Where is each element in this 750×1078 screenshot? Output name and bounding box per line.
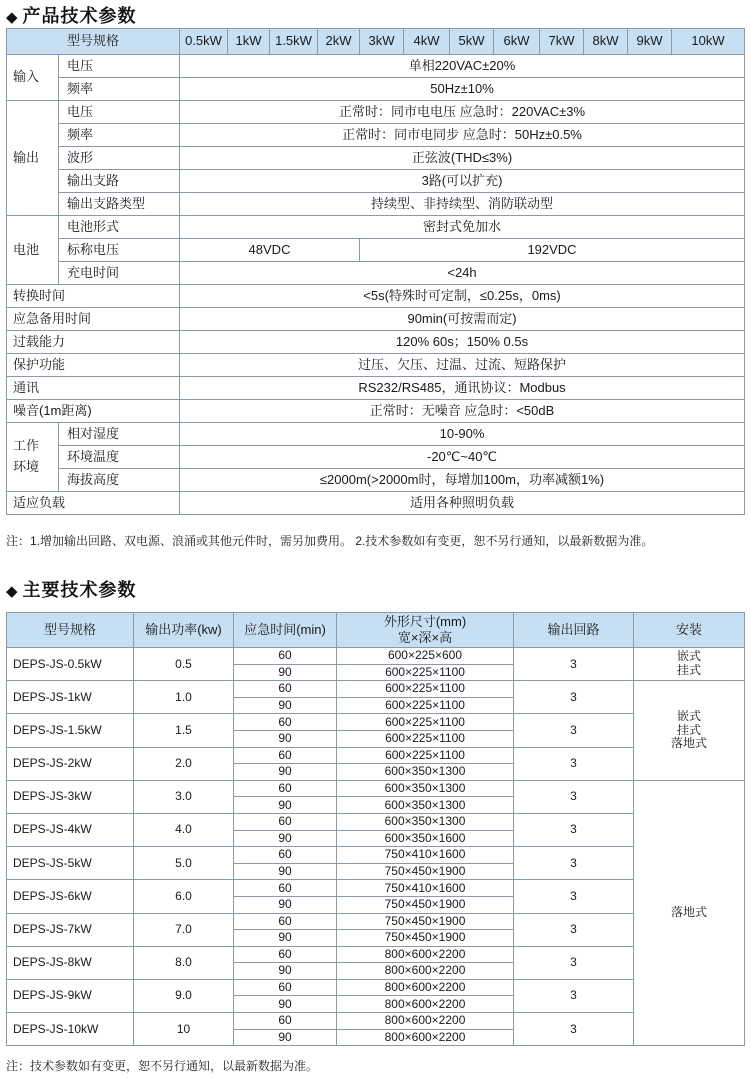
size-cell: 750×410×1600: [337, 880, 514, 897]
time-cell: 60: [234, 979, 337, 996]
param-value: <24h: [180, 262, 745, 285]
model-col: 4kW: [404, 29, 450, 55]
time-cell: 60: [234, 681, 337, 698]
power-cell: 2.0: [134, 747, 234, 780]
section-title-text: 主要技术参数: [22, 580, 137, 600]
table-row: [7, 780, 745, 797]
time-cell: 60: [234, 780, 337, 797]
param-value: -20℃~40℃: [180, 446, 745, 469]
install-cell: [634, 681, 745, 781]
param-label: 通讯: [7, 377, 180, 400]
param-label: 适应负载: [7, 492, 180, 515]
param-value: RS232/RS485，通讯协议：Modbus: [180, 377, 745, 400]
model-cell: DEPS-JS-4kW: [7, 813, 134, 846]
table-row: [7, 648, 745, 665]
category-input: 输入: [7, 55, 59, 101]
model-col: 7kW: [540, 29, 584, 55]
model-col: 0.5kW: [180, 29, 228, 55]
main-header-row: [7, 613, 745, 648]
size-cell: 800×600×2200: [337, 1029, 514, 1046]
param-value: 90min(可按需而定): [180, 308, 745, 331]
time-cell: 60: [234, 847, 337, 864]
header-install: 安装: [634, 613, 745, 648]
model-col: 5kW: [450, 29, 494, 55]
circuits-cell: 3: [514, 747, 634, 780]
time-cell: 60: [234, 913, 337, 930]
section-title-main-specs: [6, 576, 137, 602]
size-cell: 800×600×2200: [337, 963, 514, 980]
category-env-line2: 环境: [13, 459, 40, 474]
main-specs-table: [6, 612, 745, 1046]
install-type: 挂式: [676, 663, 701, 678]
category-battery: 电池: [7, 216, 59, 285]
model-col: 8kW: [584, 29, 628, 55]
section-title-text: 产品技术参数: [22, 6, 137, 26]
section-title-product-specs: [6, 2, 137, 28]
model-cell: DEPS-JS-2kW: [7, 747, 134, 780]
time-cell: 90: [234, 664, 337, 681]
size-cell: 600×225×1100: [337, 697, 514, 714]
model-cell: DEPS-JS-9kW: [7, 979, 134, 1012]
power-cell: 3.0: [134, 780, 234, 813]
circuits-cell: 3: [514, 648, 634, 681]
param-value-48vdc: 48VDC: [180, 239, 360, 262]
category-env-line1: 工作: [13, 438, 40, 454]
circuits-cell: 3: [514, 681, 634, 714]
main-footnote: 注：技术参数如有变更，恕不另行通知，以最新数据为准。: [6, 1059, 319, 1073]
circuits-cell: 3: [514, 880, 634, 913]
install-cell: [634, 780, 745, 1046]
install-type: 落地式: [670, 905, 707, 920]
time-cell: 60: [234, 648, 337, 665]
model-cell: DEPS-JS-5kW: [7, 847, 134, 880]
time-cell: 90: [234, 797, 337, 814]
size-cell: 800×600×2200: [337, 996, 514, 1013]
circuits-cell: 3: [514, 913, 634, 946]
model-cell: DEPS-JS-0.5kW: [7, 648, 134, 681]
power-cell: 10: [134, 1013, 234, 1046]
install-type: 落地式: [670, 736, 707, 751]
time-cell: 90: [234, 764, 337, 781]
param-label: 转换时间: [7, 285, 180, 308]
model-cell: DEPS-JS-6kW: [7, 880, 134, 913]
power-cell: 6.0: [134, 880, 234, 913]
circuits-cell: 3: [514, 847, 634, 880]
param-value: 过压、欠压、过温、过流、短路保护: [180, 354, 745, 377]
param-label: 环境温度: [59, 446, 180, 469]
model-cell: DEPS-JS-7kW: [7, 913, 134, 946]
power-cell: 4.0: [134, 813, 234, 846]
size-cell: 600×225×1100: [337, 747, 514, 764]
time-cell: 90: [234, 896, 337, 913]
power-cell: 5.0: [134, 847, 234, 880]
param-label: 充电时间: [59, 262, 180, 285]
size-cell: 600×350×1600: [337, 830, 514, 847]
param-label: 海拔高度: [59, 469, 180, 492]
model-cell: DEPS-JS-1.5kW: [7, 714, 134, 747]
model-cell: DEPS-JS-3kW: [7, 780, 134, 813]
spec-footnote: 注：1.增加输出回路、双电源、浪涌或其他元件时，需另加费用。 2.技术参数如有变更，恕不另行通知，以最新数据为准。: [6, 534, 654, 548]
param-label: 输出支路类型: [59, 193, 180, 216]
time-cell: 90: [234, 963, 337, 980]
table-row: [7, 681, 745, 698]
param-value-192vdc: 192VDC: [360, 239, 745, 262]
spec-header-row: [7, 29, 745, 55]
size-cell: 750×450×1900: [337, 913, 514, 930]
size-cell: 600×350×1300: [337, 797, 514, 814]
header-model: 型号规格: [7, 613, 134, 648]
param-label: 标称电压: [59, 239, 180, 262]
time-cell: 60: [234, 813, 337, 830]
model-col: 9kW: [628, 29, 672, 55]
time-cell: 60: [234, 880, 337, 897]
param-label: 频率: [59, 78, 180, 101]
time-cell: 60: [234, 946, 337, 963]
time-cell: 60: [234, 747, 337, 764]
install-type: 嵌式: [676, 708, 701, 723]
time-cell: 90: [234, 996, 337, 1013]
product-specs-table: [6, 28, 745, 515]
header-size-line2: 宽×深×高: [397, 630, 453, 645]
time-cell: 60: [234, 1013, 337, 1030]
size-cell: 600×225×1100: [337, 664, 514, 681]
category-environment: [7, 423, 59, 492]
circuits-cell: 3: [514, 714, 634, 747]
model-col: 1kW: [228, 29, 270, 55]
power-cell: 7.0: [134, 913, 234, 946]
size-cell: 800×600×2200: [337, 1013, 514, 1030]
param-value: 单相220VAC±20%: [180, 55, 745, 78]
param-label: 应急备用时间: [7, 308, 180, 331]
size-cell: 750×450×1900: [337, 863, 514, 880]
param-value: 10-90%: [180, 423, 745, 446]
size-cell: 600×225×1100: [337, 714, 514, 731]
size-cell: 750×410×1600: [337, 847, 514, 864]
param-label: 保护功能: [7, 354, 180, 377]
model-col: 2kW: [318, 29, 360, 55]
model-col: 3kW: [360, 29, 404, 55]
param-value: <5s(特殊时可定制，≤0.25s，0ms): [180, 285, 745, 308]
param-value: 正弦波(THD≤3%): [180, 147, 745, 170]
circuits-cell: 3: [514, 979, 634, 1012]
size-cell: 600×350×1300: [337, 780, 514, 797]
power-cell: 0.5: [134, 648, 234, 681]
param-value: 3路(可以扩充): [180, 170, 745, 193]
header-time: 应急时间(min): [234, 613, 337, 648]
category-output: 输出: [7, 101, 59, 216]
param-value: 适用各种照明负载: [180, 492, 745, 515]
circuits-cell: 3: [514, 813, 634, 846]
install-type: 挂式: [676, 722, 701, 737]
size-cell: 750×450×1900: [337, 930, 514, 947]
model-cell: DEPS-JS-10kW: [7, 1013, 134, 1046]
param-label: 电池形式: [59, 216, 180, 239]
circuits-cell: 3: [514, 946, 634, 979]
power-cell: 1.0: [134, 681, 234, 714]
size-cell: 600×350×1300: [337, 813, 514, 830]
param-label: 相对湿度: [59, 423, 180, 446]
header-size-line1: 外形尺寸(mm): [383, 614, 467, 630]
size-cell: 800×600×2200: [337, 979, 514, 996]
param-value: 正常时：无噪音 应急时：<50dB: [180, 400, 745, 423]
size-cell: 800×600×2200: [337, 946, 514, 963]
model-col: 6kW: [494, 29, 540, 55]
install-type: 嵌式: [676, 649, 701, 664]
param-value: 120% 60s；150% 0.5s: [180, 331, 745, 354]
circuits-cell: 3: [514, 1013, 634, 1046]
model-spec-header: 型号规格: [7, 29, 180, 55]
model-cell: DEPS-JS-8kW: [7, 946, 134, 979]
time-cell: 90: [234, 697, 337, 714]
param-label: 噪音(1m距离): [7, 400, 180, 423]
diamond-bullet-icon: ◆: [6, 9, 19, 26]
param-value: 正常时：同市电电压 应急时：220VAC±3%: [180, 101, 745, 124]
size-cell: 600×225×600: [337, 648, 514, 665]
param-label: 电压: [59, 55, 180, 78]
install-cell: [634, 648, 745, 681]
time-cell: 90: [234, 930, 337, 947]
time-cell: 90: [234, 830, 337, 847]
param-value: ≤2000m(>2000m时，每增加100m，功率减额1%): [180, 469, 745, 492]
param-label: 输出支路: [59, 170, 180, 193]
time-cell: 90: [234, 1029, 337, 1046]
size-cell: 750×450×1900: [337, 896, 514, 913]
header-circuits: 输出回路: [514, 613, 634, 648]
circuits-cell: 3: [514, 780, 634, 813]
param-label: 过载能力: [7, 331, 180, 354]
param-value: 密封式免加水: [180, 216, 745, 239]
size-cell: 600×225×1100: [337, 730, 514, 747]
param-value: 持续型、非持续型、消防联动型: [180, 193, 745, 216]
header-power: 输出功率(kw): [134, 613, 234, 648]
model-col: 10kW: [672, 29, 745, 55]
power-cell: 9.0: [134, 979, 234, 1012]
diamond-bullet-icon: ◆: [6, 583, 19, 600]
size-cell: 600×225×1100: [337, 681, 514, 698]
power-cell: 8.0: [134, 946, 234, 979]
param-label: 电压: [59, 101, 180, 124]
time-cell: 60: [234, 714, 337, 731]
param-value: 正常时：同市电同步 应急时：50Hz±0.5%: [180, 124, 745, 147]
size-cell: 600×350×1300: [337, 764, 514, 781]
time-cell: 90: [234, 863, 337, 880]
param-value: 50Hz±10%: [180, 78, 745, 101]
power-cell: 1.5: [134, 714, 234, 747]
time-cell: 90: [234, 730, 337, 747]
param-label: 波形: [59, 147, 180, 170]
model-cell: DEPS-JS-1kW: [7, 681, 134, 714]
param-label: 频率: [59, 124, 180, 147]
model-col: 1.5kW: [270, 29, 318, 55]
header-size: [337, 613, 514, 648]
